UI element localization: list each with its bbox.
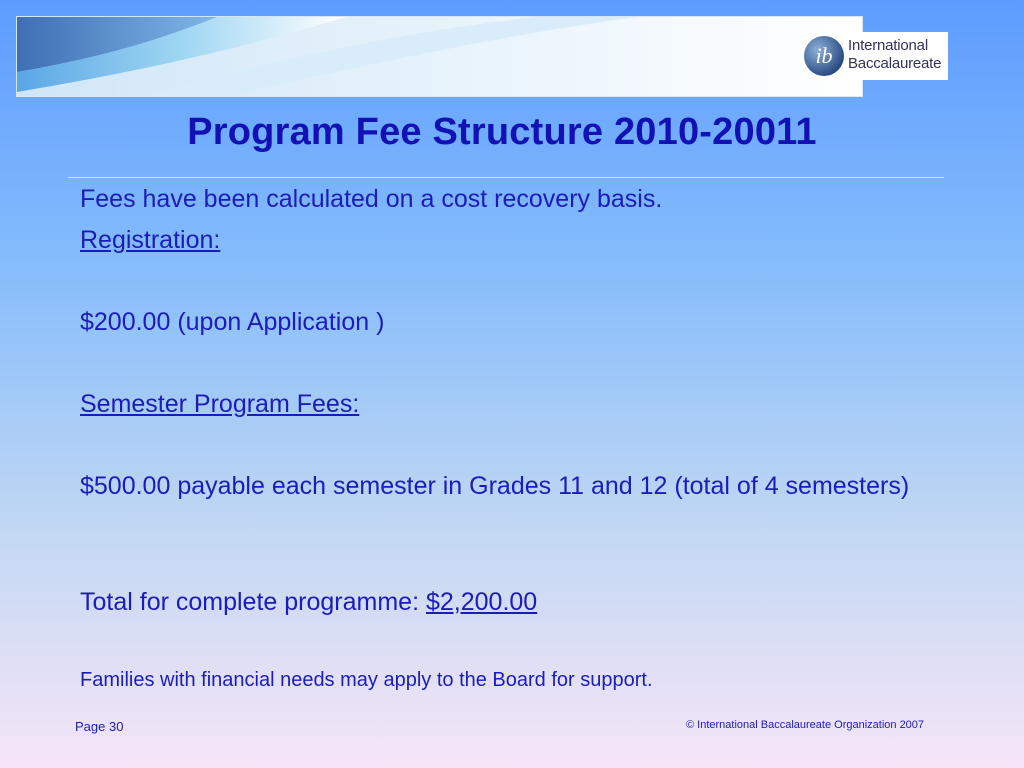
banner-swoosh-graphic (17, 17, 863, 97)
ib-logo-letters: ib (815, 43, 833, 68)
financial-needs-note: Families with financial needs may apply to the Board for support. (80, 669, 653, 691)
intro-text: Fees have been calculated on a cost recovery basis. (80, 185, 663, 213)
copyright-notice: © International Baccalaureate Organization 2007 (686, 719, 925, 731)
total-label: Total for complete programme: (80, 588, 426, 616)
registration-heading: Registration: (80, 226, 221, 254)
semester-heading: Semester Program Fees: (80, 390, 360, 418)
semester-fee: $500.00 payable each semester in Grades 11 and 12 (total of 4 semesters) (80, 472, 910, 500)
total-value: $2,200.00 (425, 588, 538, 616)
ib-logo-line1: International (848, 37, 928, 54)
page-number: Page 30 (75, 719, 124, 734)
ib-logo-line2: Baccalaureate (848, 55, 942, 72)
registration-fee: $200.00 (upon Application ) (80, 308, 385, 336)
ib-logo-wordmark (848, 37, 941, 73)
header-banner (16, 16, 863, 97)
title-divider (68, 177, 944, 178)
ib-logo (800, 32, 948, 80)
total-line (80, 585, 537, 619)
ib-logo-mark (802, 34, 846, 78)
slide-title: Program Fee Structure 2010-20011 (187, 111, 817, 153)
